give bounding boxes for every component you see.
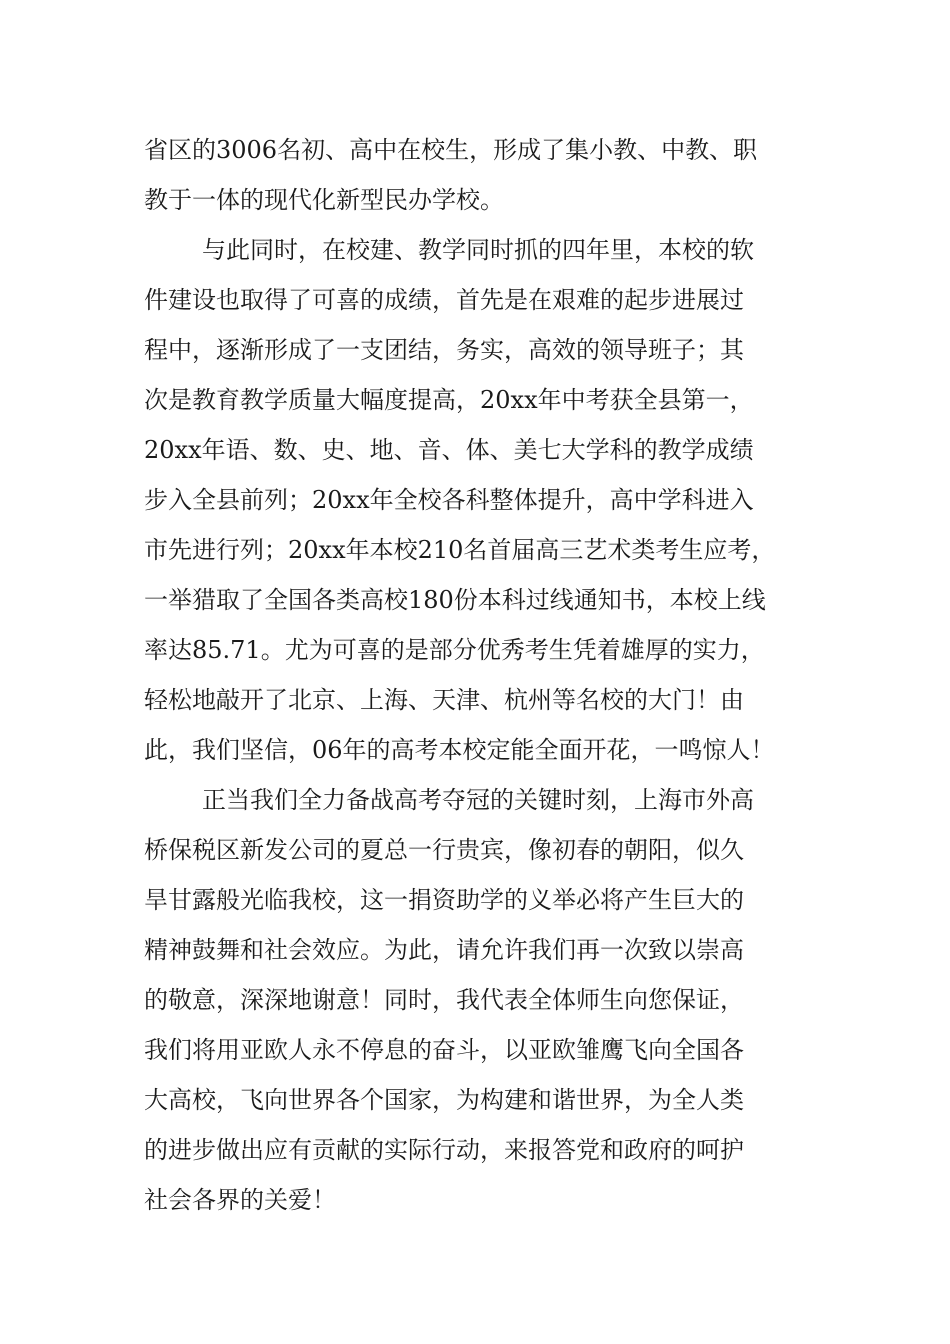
text-line: 的敬意，深深地谢意！同时，我代表全体师生向您保证， (144, 986, 744, 1014)
text-line: 省区的3006名初、高中在校生，形成了集小教、中教、职 (144, 136, 758, 164)
text-line: 率达85.71。尤为可喜的是部分优秀考生凭着雄厚的实力， (144, 636, 765, 664)
text-line: 大高校，飞向世界各个国家，为构建和谐世界，为全人类 (144, 1086, 744, 1114)
paragraph-first-line: 与此同时，在校建、教学同时抓的四年里，本校的软 (202, 236, 754, 264)
text-line: 桥保税区新发公司的夏总一行贵宾，像初春的朝阳，似久 (144, 836, 744, 864)
text-line: 的进步做出应有贡献的实际行动，来报答党和政府的呵护 (144, 1136, 744, 1164)
text-line: 步入全县前列；20xx年全校各科整体提升，高中学科进入 (144, 486, 754, 514)
paragraph-first-line: 正当我们全力备战高考夺冠的关键时刻，上海市外高 (202, 786, 754, 814)
text-line: 市先进行列；20xx年本校210名首届高三艺术类考生应考， (144, 536, 776, 564)
text-line: 轻松地敲开了北京、上海、天津、杭州等名校的大门！由 (144, 686, 744, 714)
text-line: 旱甘露般光临我校，这一捐资助学的义举必将产生巨大的 (144, 886, 744, 914)
text-line: 精神鼓舞和社会效应。为此，请允许我们再一次致以崇高 (144, 936, 744, 964)
text-line: 教于一体的现代化新型民办学校。 (144, 186, 504, 214)
text-line: 此，我们坚信，06年的高考本校定能全面开花，一鸣惊人！ (144, 736, 775, 764)
text-line: 程中，逐渐形成了一支团结，务实，高效的领导班子；其 (144, 336, 744, 364)
text-line: 次是教育教学质量大幅度提高，20xx年中考获全县第一， (144, 386, 754, 414)
text-line: 20xx年语、数、史、地、音、体、美七大学科的教学成绩 (144, 436, 754, 464)
text-line: 件建设也取得了可喜的成绩，首先是在艰难的起步进展过 (144, 286, 744, 314)
text-line: 社会各界的关爱！ (144, 1186, 336, 1214)
text-line: 一举猎取了全国各类高校180份本科过线通知书，本校上线 (144, 586, 766, 614)
text-line: 我们将用亚欧人永不停息的奋斗，以亚欧雏鹰飞向全国各 (144, 1036, 744, 1064)
